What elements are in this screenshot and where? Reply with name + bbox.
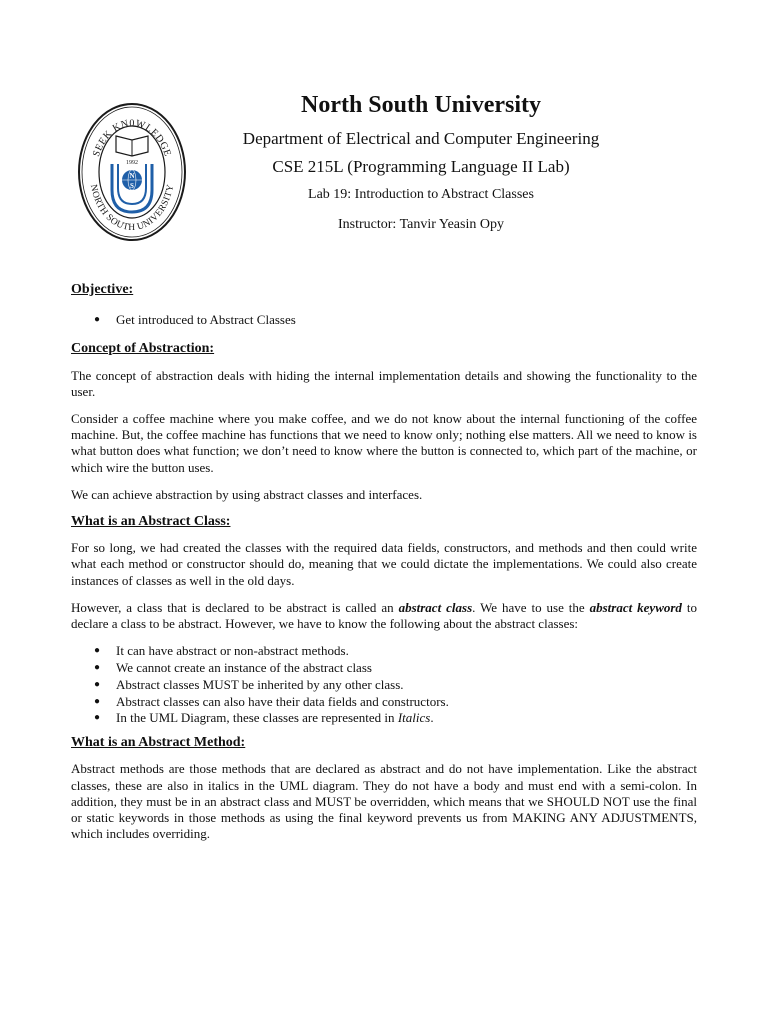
list-item: ● It can have abstract or non-abstract methods.	[116, 643, 697, 660]
list-item: ● In the UML Diagram, these classes are represented in Italics.	[116, 710, 697, 727]
paragraph: Abstract methods are those methods that are declared as abstract and do not have implementation. Like the abstract classes, these are also in italics in the UML diagram. They do not have a body and must end with a semi-colon. In addition, they must be in an abstract class and MUST be overridden, which means that we SHOULD NOT use the final or static keywords in those methods as using the final keyword prevents us from MAKING ANY ADJUSTMENTS, which includes overriding.	[71, 761, 697, 842]
objective-heading: Objective:	[71, 282, 134, 297]
university-title: North South University	[300, 92, 541, 118]
list-item: ● Get introduced to Abstract Classes	[116, 312, 697, 328]
paragraph: Consider a coffee machine where you make coffee, and we do not know about the internal functioning of the coffee machine. But, the coffee machine has functions that we need to know only; nothing else matters. All we need to know is what button does what function; we don’t need to know where the button is connected to, which part of the machine, or which wire the button uses.	[71, 411, 697, 475]
abstract-class-heading: What is an Abstract Class:	[71, 514, 231, 530]
logo-top-text: SEEK KN0WLEDGE	[91, 117, 173, 159]
department-name: Department of Electrical and Computer Engineering	[242, 129, 600, 148]
objective-list	[71, 312, 697, 328]
abstract-method-heading: What is an Abstract Method:	[71, 735, 246, 751]
instructor-name: Instructor: Tanvir Yeasin Opy	[338, 217, 504, 232]
document-header	[200, 88, 642, 233]
emphasis-abstract-class: abstract class	[398, 599, 473, 615]
paragraph: The concept of abstraction deals with hiding the internal implementation details and showing the functionality to the user.	[71, 367, 697, 399]
logo-year: 1992	[126, 160, 138, 166]
paragraph: We can achieve abstraction by using abstract classes and interfaces.	[71, 486, 423, 502]
abstract-class-properties	[71, 643, 697, 727]
paragraph: For so long, we had created the classes with the required data fields, constructors, and methods and then could write what each method or constructor should do, meaning that we could dictate the implementations. We could also create instances of classes as well in the old days.	[71, 540, 697, 588]
emphasis-abstract-keyword: abstract keyword	[589, 599, 682, 615]
abstraction-heading: Concept of Abstraction:	[71, 341, 215, 357]
emphasis-italics: Italics	[397, 710, 431, 726]
list-item: ● We cannot create an instance of the abstract class	[116, 660, 697, 677]
list-item: ● Abstract classes can also have their data fields and constructors.	[116, 694, 697, 711]
logo-letter-s: S	[130, 182, 134, 190]
logo-bottom-text: NORTH SOUTH UNIVERSITY	[87, 183, 177, 234]
paragraph: However, a class that is declared to be abstract is called an abstract class. We have to use the abstract keyword to declare a class to be abstract. However, we have to know the following about the abstract classes:	[71, 599, 697, 632]
document-body	[71, 282, 697, 853]
course-title: CSE 215L (Programming Language II Lab)	[272, 157, 570, 176]
lab-title: Lab 19: Introduction to Abstract Classes	[308, 187, 534, 202]
logo-letter-n: N	[129, 172, 135, 180]
list-item: ● Abstract classes MUST be inherited by any other class.	[116, 677, 697, 694]
university-logo	[76, 100, 188, 244]
